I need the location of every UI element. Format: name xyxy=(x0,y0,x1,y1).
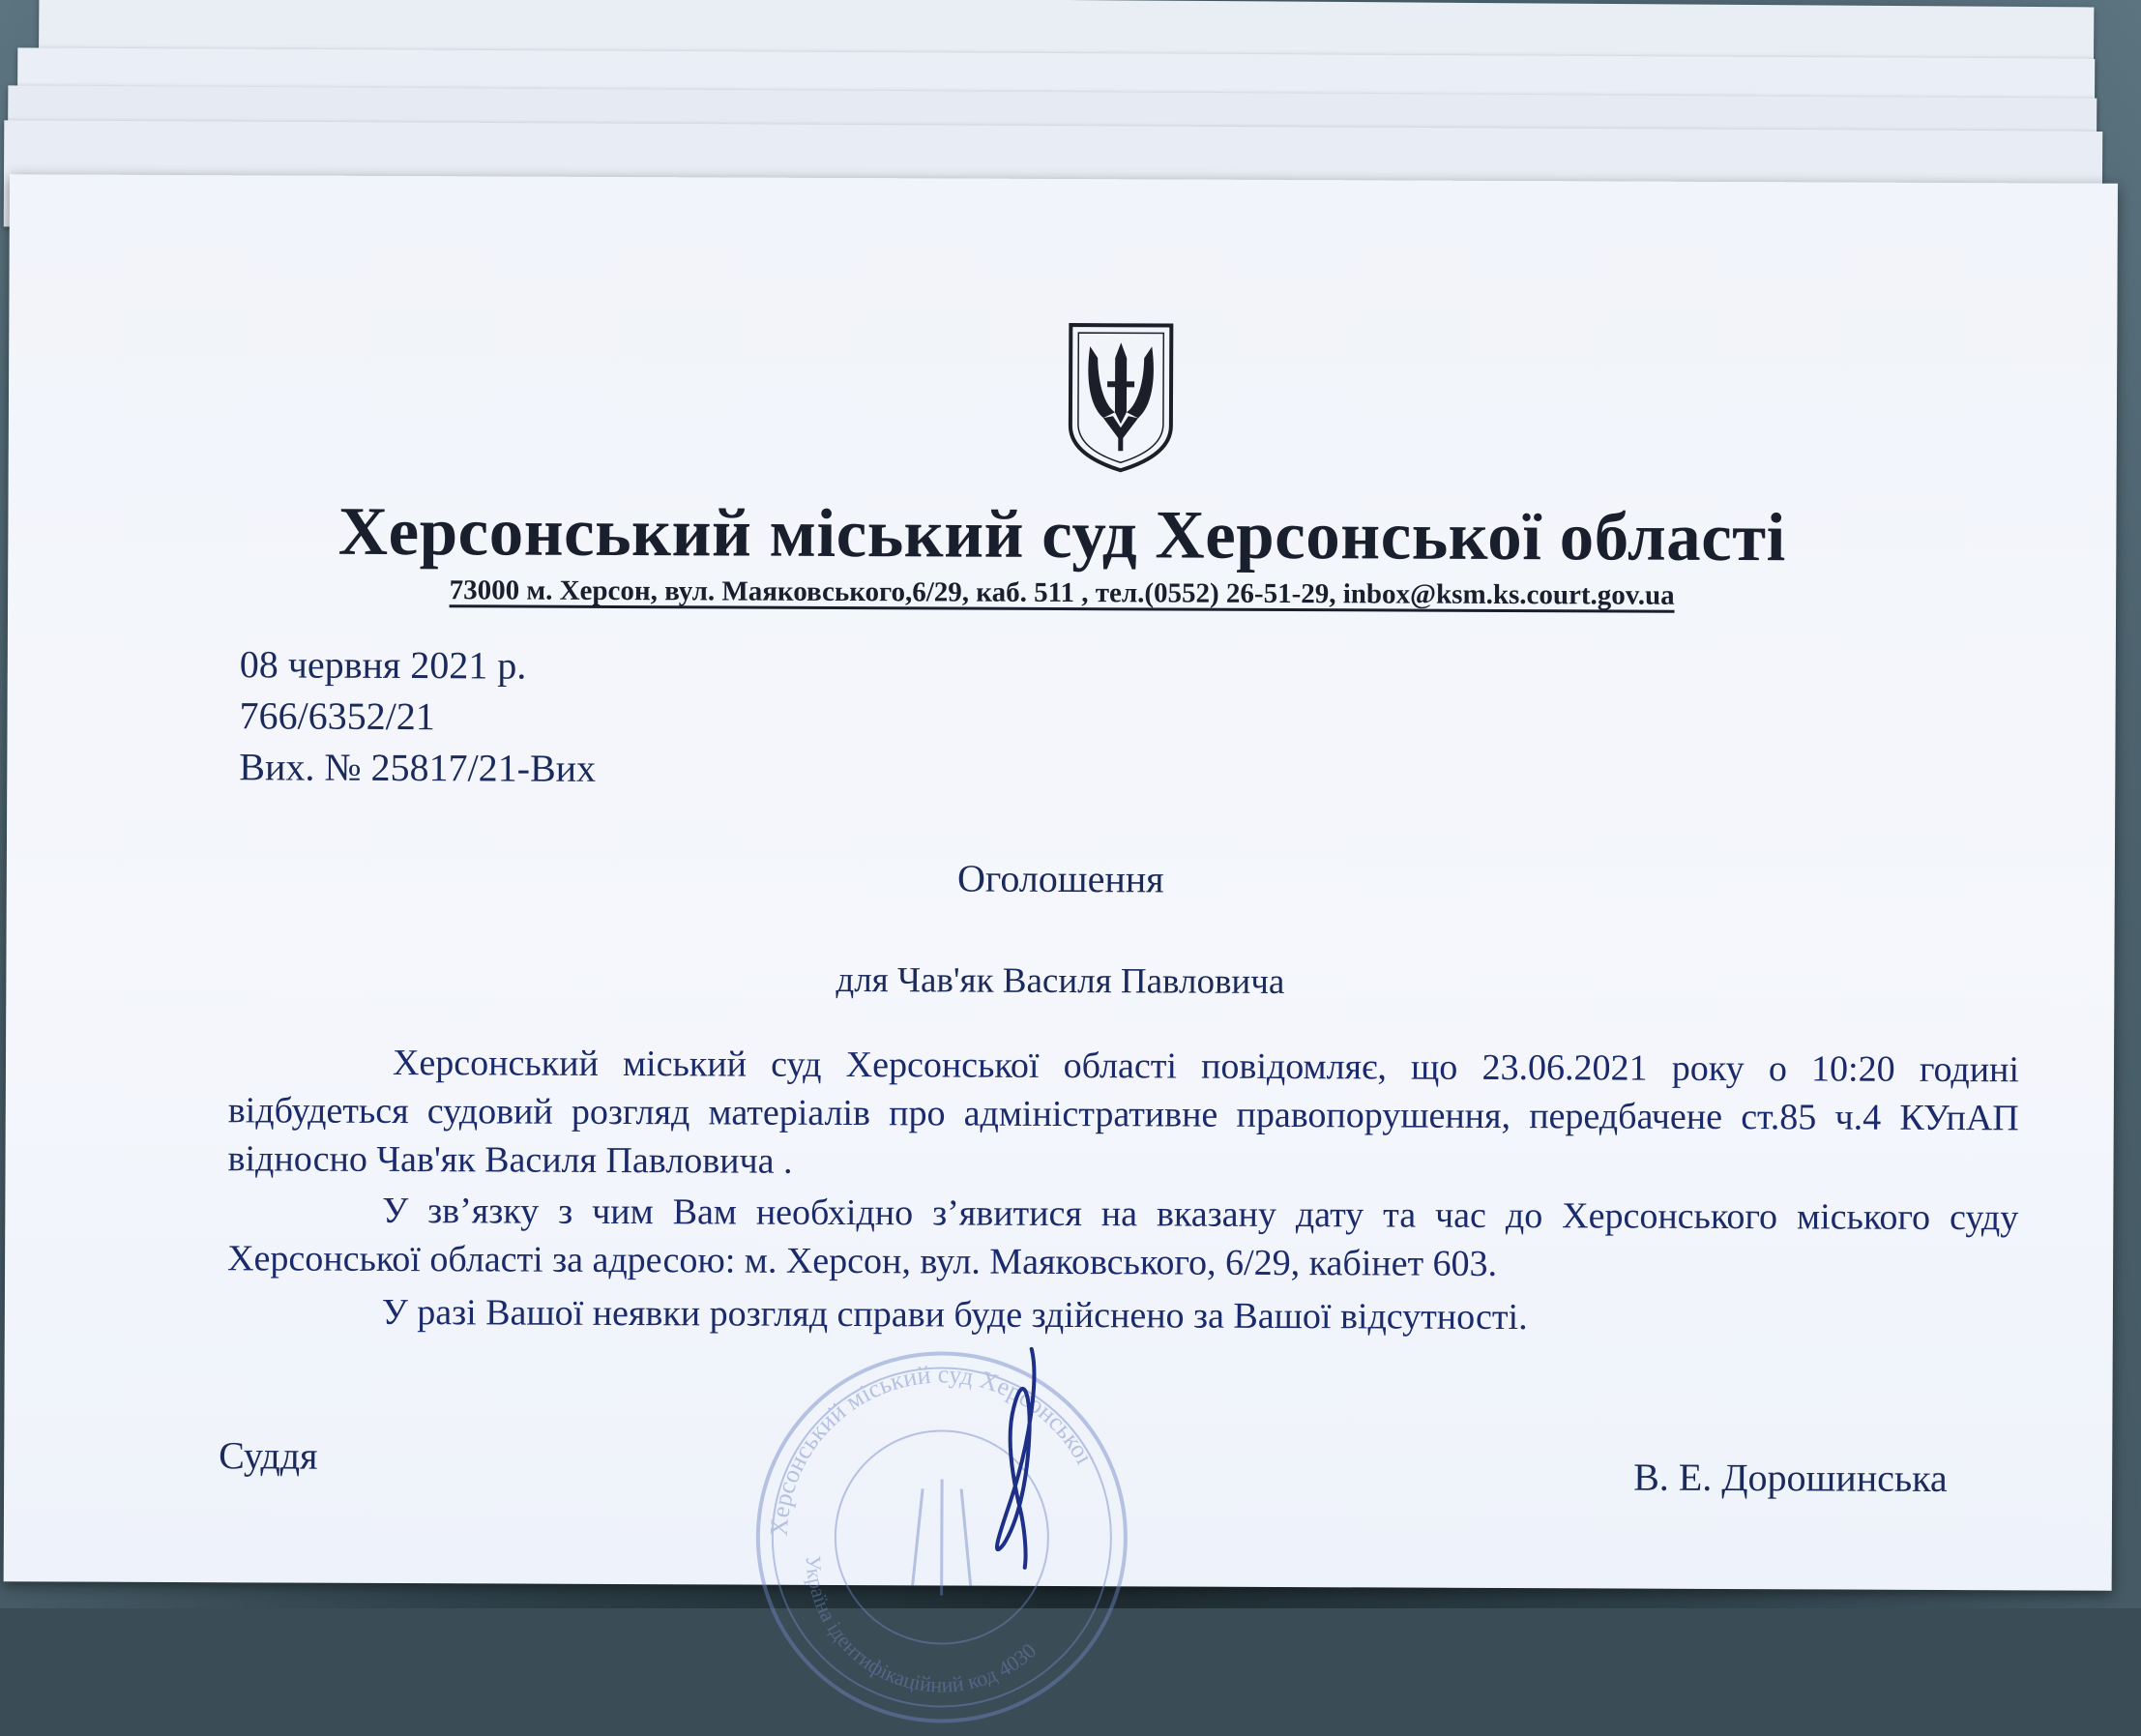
document-page xyxy=(4,174,2118,1697)
body-paragraph: У зв’язку з чим Вам необхідно з’явитися на вказану дату та час до Херсонського міського суду Херсонської області за адресою: м. Херсон, вул. Маяковського, 6/29, кабінет 603. xyxy=(227,1190,2019,1284)
document-recipient: для Чав'як Василя Павловича xyxy=(836,959,1285,1003)
body-paragraph: У разі Вашої неявки розгляд справи буде здійснено за Вашої відсутності. xyxy=(381,1291,1528,1339)
court-title: Херсонський міський суд Херсонської області xyxy=(337,493,1787,576)
ukraine-trident-icon xyxy=(1065,319,1178,477)
judge-name: В. Е. Дорошинська xyxy=(1633,1455,1948,1500)
body-paragraph: Херсонський міський суд Херсонської області повідомляє, що 23.06.2021 року о 10:20 годині відбудеться судовий розгляд матеріалів про адміністративне правопорушення, передбачене ст.85 ч.4 КУпАП відносно Чав'як Василя Павловича . xyxy=(227,1042,2020,1182)
svg-text:Херсонський міський суд Херсон: Херсонський міський суд Херсонської xyxy=(764,1360,1100,1538)
document-heading: Оголошення xyxy=(956,856,1164,901)
case-number: 766/6352/21 xyxy=(239,693,435,739)
svg-text:Україна ідентифікаційний код 4: Україна ідентифікаційний код 4030 xyxy=(801,1554,1041,1697)
court-address: 73000 м. Херсон, вул. Маяковського,6/29, каб. 511 , тел.(0552) 26-51-29, inbox@ksm.ks.court.gov.ua xyxy=(449,574,1675,611)
outgoing-number: Вих. № 25817/21-Вих xyxy=(239,745,597,790)
document-date: 08 червня 2021 р. xyxy=(239,642,527,688)
court-seal xyxy=(738,1343,1146,1732)
judge-label: Суддя xyxy=(219,1433,318,1478)
signature xyxy=(971,1339,1059,1572)
